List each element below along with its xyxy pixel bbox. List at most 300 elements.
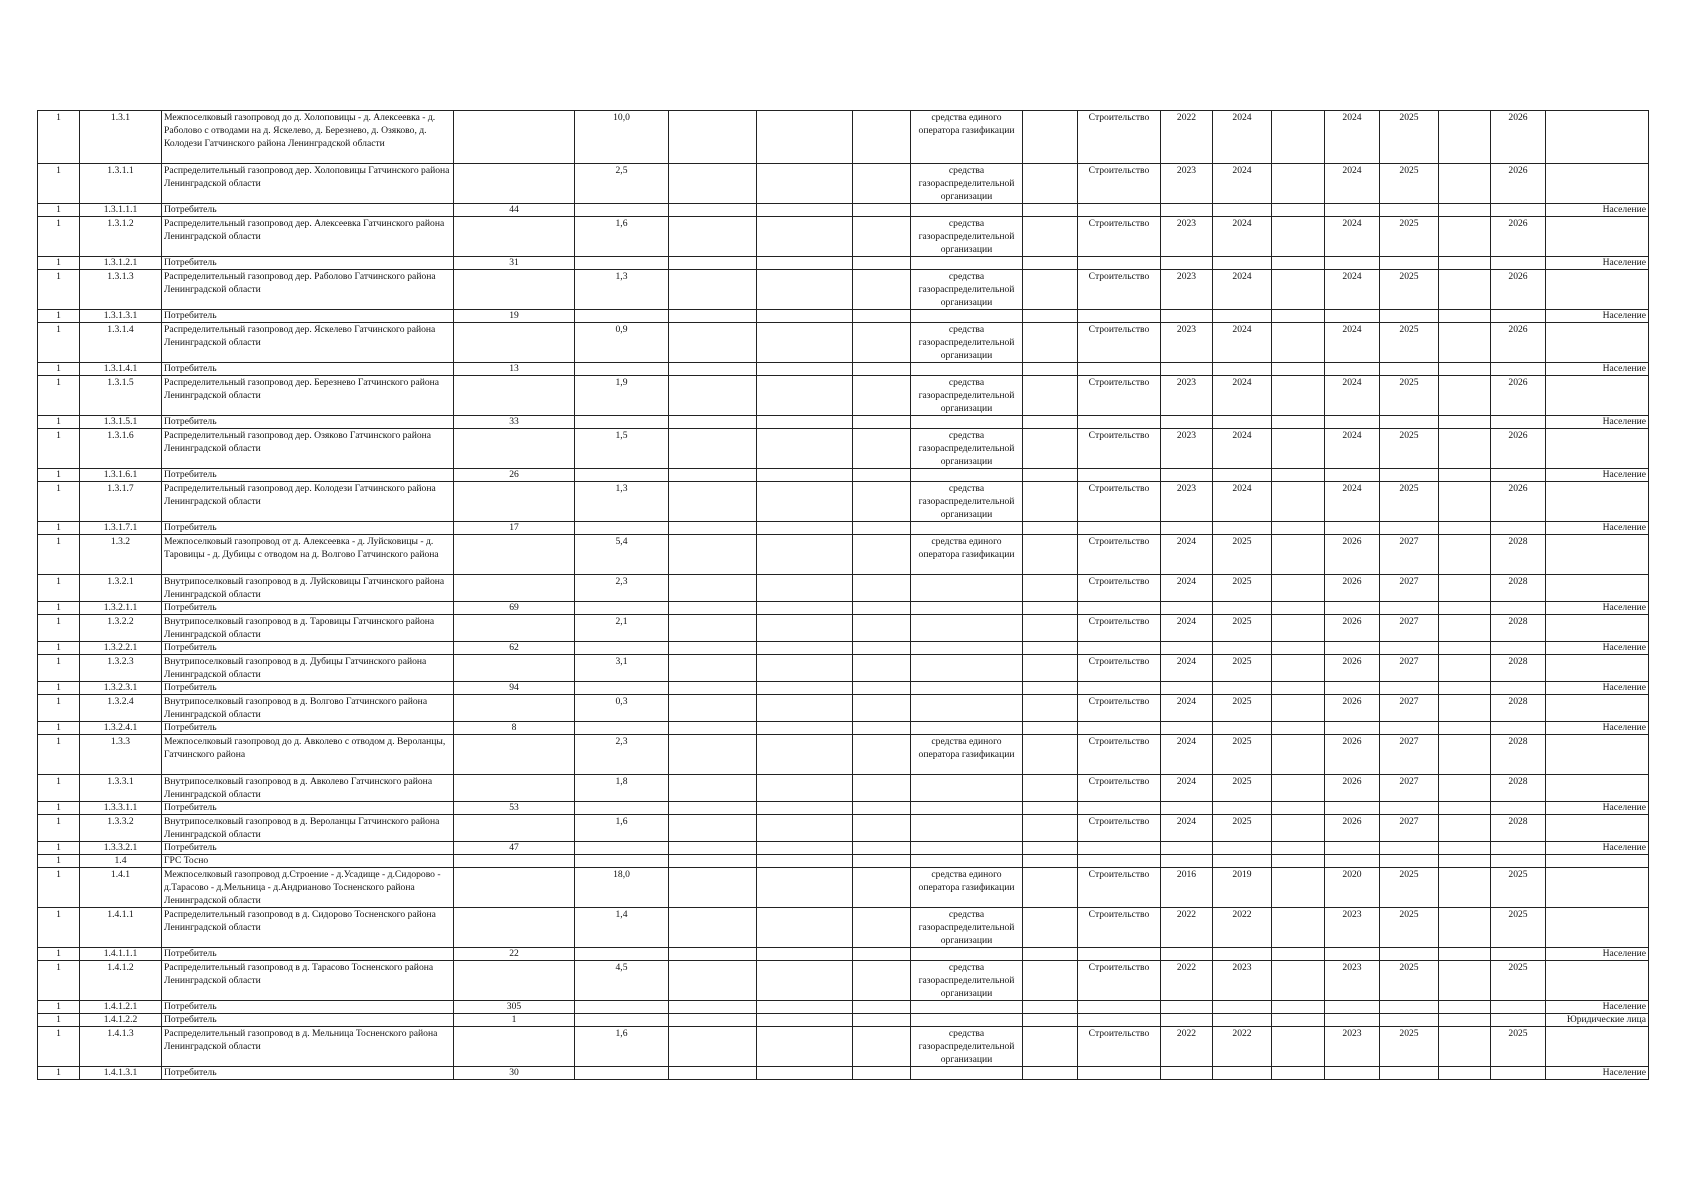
consumer-type-cell: Население [1546, 204, 1649, 217]
section-number-cell: 1 [38, 310, 80, 323]
consumer-type-cell [1546, 482, 1649, 522]
section-number-cell: 1 [38, 722, 80, 735]
funding-source-cell [911, 615, 1023, 642]
consumer-type-cell [1546, 775, 1649, 802]
col-17-cell [1439, 815, 1491, 842]
consumers-count-cell [454, 482, 575, 522]
end-year-cell: 2019 [1213, 868, 1272, 908]
col-14-cell [1272, 1067, 1325, 1080]
col-7-cell [757, 695, 853, 722]
end-year-cell [1213, 469, 1272, 482]
col-14-cell [1272, 204, 1325, 217]
funding-source-cell: средства единого оператора газификации [911, 735, 1023, 775]
section-number-cell: 1 [38, 855, 80, 868]
col-10-cell [1023, 948, 1078, 961]
commission-year-cell [1491, 802, 1546, 815]
commission-year-cell [1491, 522, 1546, 535]
col-7-cell [757, 642, 853, 655]
end-year-cell [1213, 416, 1272, 429]
build-year-cell: 2025 [1380, 270, 1439, 310]
consumers-count-cell [454, 217, 575, 257]
funding-source-cell [911, 416, 1023, 429]
section-number-cell: 1 [38, 416, 80, 429]
col-17-cell [1439, 842, 1491, 855]
design-year-cell: 2026 [1325, 695, 1380, 722]
consumers-count-cell: 47 [454, 842, 575, 855]
col-17-cell [1439, 522, 1491, 535]
consumer-type-cell [1546, 429, 1649, 469]
length-km-cell: 0,3 [575, 695, 669, 722]
section-number-cell: 1 [38, 204, 80, 217]
work-type-cell: Строительство [1078, 217, 1161, 257]
commission-year-cell [1491, 469, 1546, 482]
design-year-cell: 2024 [1325, 429, 1380, 469]
consumer-type-cell [1546, 1027, 1649, 1067]
item-number-cell: 1.3.1.5 [80, 376, 162, 416]
design-year-cell [1325, 469, 1380, 482]
design-year-cell [1325, 522, 1380, 535]
col-14-cell [1272, 376, 1325, 416]
consumer-type-cell [1546, 961, 1649, 1001]
start-year-cell: 2024 [1161, 775, 1213, 802]
start-year-cell [1161, 948, 1213, 961]
section-number-cell: 1 [38, 1014, 80, 1027]
item-number-cell: 1.3.2.1.1 [80, 602, 162, 615]
consumer-row [38, 257, 1649, 270]
end-year-cell [1213, 363, 1272, 376]
col-8-cell [853, 722, 911, 735]
work-type-cell: Строительство [1078, 961, 1161, 1001]
consumer-row [38, 602, 1649, 615]
build-year-cell: 2027 [1380, 735, 1439, 775]
col-8-cell [853, 416, 911, 429]
length-km-cell [575, 1067, 669, 1080]
commission-year-cell: 2028 [1491, 695, 1546, 722]
section-number-cell: 1 [38, 908, 80, 948]
commission-year-cell: 2028 [1491, 815, 1546, 842]
col-7-cell [757, 310, 853, 323]
commission-year-cell: 2025 [1491, 1027, 1546, 1067]
length-km-cell: 1,9 [575, 376, 669, 416]
item-number-cell: 1.3.2.2 [80, 615, 162, 642]
work-type-cell: Строительство [1078, 655, 1161, 682]
build-year-cell [1380, 1014, 1439, 1027]
col-17-cell [1439, 615, 1491, 642]
pipeline-row [38, 735, 1649, 775]
funding-source-cell [911, 802, 1023, 815]
end-year-cell [1213, 204, 1272, 217]
consumer-type-cell [1546, 270, 1649, 310]
col-10-cell [1023, 575, 1078, 602]
col-8-cell [853, 376, 911, 416]
col-6-cell [669, 802, 757, 815]
col-7-cell [757, 815, 853, 842]
col-6-cell [669, 111, 757, 164]
col-6-cell [669, 416, 757, 429]
item-number-cell: 1.4.1.1.1 [80, 948, 162, 961]
col-17-cell [1439, 429, 1491, 469]
funding-source-cell [911, 257, 1023, 270]
consumer-row [38, 469, 1649, 482]
col-17-cell [1439, 416, 1491, 429]
work-type-cell [1078, 948, 1161, 961]
work-type-cell: Строительство [1078, 376, 1161, 416]
col-6-cell [669, 217, 757, 257]
item-number-cell: 1.3.1.1.1 [80, 204, 162, 217]
consumers-count-cell: 305 [454, 1001, 575, 1014]
commission-year-cell [1491, 1014, 1546, 1027]
end-year-cell [1213, 682, 1272, 695]
start-year-cell [1161, 682, 1213, 695]
start-year-cell: 2023 [1161, 429, 1213, 469]
pipeline-row [38, 961, 1649, 1001]
consumers-count-cell: 22 [454, 948, 575, 961]
object-name-cell: Распределительный газопровод в д. Тарасово Тосненского района Ленинградской области [162, 961, 454, 1001]
consumers-count-cell: 53 [454, 802, 575, 815]
col-6-cell [669, 204, 757, 217]
col-14-cell [1272, 323, 1325, 363]
col-10-cell [1023, 323, 1078, 363]
col-6-cell [669, 469, 757, 482]
section-number-cell: 1 [38, 655, 80, 682]
col-6-cell [669, 735, 757, 775]
build-year-cell: 2025 [1380, 429, 1439, 469]
col-14-cell [1272, 842, 1325, 855]
col-17-cell [1439, 1067, 1491, 1080]
item-number-cell: 1.4.1.2.2 [80, 1014, 162, 1027]
funding-source-cell [911, 815, 1023, 842]
commission-year-cell: 2026 [1491, 323, 1546, 363]
work-type-cell [1078, 416, 1161, 429]
commission-year-cell [1491, 642, 1546, 655]
consumers-count-cell: 62 [454, 642, 575, 655]
item-number-cell: 1.3.1.6.1 [80, 469, 162, 482]
end-year-cell [1213, 722, 1272, 735]
start-year-cell: 2024 [1161, 655, 1213, 682]
commission-year-cell: 2026 [1491, 429, 1546, 469]
commission-year-cell: 2025 [1491, 868, 1546, 908]
col-10-cell [1023, 1027, 1078, 1067]
build-year-cell: 2025 [1380, 164, 1439, 204]
start-year-cell: 2024 [1161, 535, 1213, 575]
consumers-count-cell [454, 429, 575, 469]
end-year-cell: 2025 [1213, 535, 1272, 575]
consumer-row [38, 522, 1649, 535]
col-7-cell [757, 416, 853, 429]
commission-year-cell: 2026 [1491, 111, 1546, 164]
col-14-cell [1272, 522, 1325, 535]
item-number-cell: 1.3.1.7 [80, 482, 162, 522]
funding-source-cell [911, 948, 1023, 961]
col-10-cell [1023, 908, 1078, 948]
item-number-cell: 1.3.1.7.1 [80, 522, 162, 535]
commission-year-cell: 2025 [1491, 961, 1546, 1001]
col-17-cell [1439, 482, 1491, 522]
build-year-cell [1380, 842, 1439, 855]
object-name-cell: Потребитель [162, 642, 454, 655]
col-6-cell [669, 310, 757, 323]
consumer-row [38, 204, 1649, 217]
commission-year-cell [1491, 682, 1546, 695]
commission-year-cell: 2028 [1491, 735, 1546, 775]
col-8-cell [853, 908, 911, 948]
col-14-cell [1272, 615, 1325, 642]
col-7-cell [757, 908, 853, 948]
col-7-cell [757, 111, 853, 164]
col-14-cell [1272, 416, 1325, 429]
funding-source-cell [911, 1067, 1023, 1080]
consumers-count-cell [454, 961, 575, 1001]
consumer-type-cell: Население [1546, 802, 1649, 815]
col-10-cell [1023, 855, 1078, 868]
funding-source-cell [911, 842, 1023, 855]
col-14-cell [1272, 775, 1325, 802]
consumers-count-cell [454, 868, 575, 908]
commission-year-cell: 2025 [1491, 908, 1546, 948]
object-name-cell: Распределительный газопровод дер. Холоповицы Гатчинского района Ленинградской области [162, 164, 454, 204]
object-name-cell: Потребитель [162, 1001, 454, 1014]
funding-source-cell [911, 575, 1023, 602]
consumers-count-cell [454, 655, 575, 682]
consumer-type-cell [1546, 855, 1649, 868]
object-name-cell: Потребитель [162, 257, 454, 270]
col-14-cell [1272, 855, 1325, 868]
commission-year-cell [1491, 722, 1546, 735]
funding-source-cell [911, 1001, 1023, 1014]
col-8-cell [853, 310, 911, 323]
end-year-cell [1213, 642, 1272, 655]
object-name-cell: Внутрипоселковый газопровод в д. Луйсковицы Гатчинского района Ленинградской области [162, 575, 454, 602]
object-name-cell: Потребитель [162, 842, 454, 855]
end-year-cell: 2024 [1213, 323, 1272, 363]
design-year-cell [1325, 416, 1380, 429]
section-number-cell: 1 [38, 1067, 80, 1080]
consumer-type-cell [1546, 535, 1649, 575]
col-6-cell [669, 868, 757, 908]
col-14-cell [1272, 815, 1325, 842]
build-year-cell: 2027 [1380, 775, 1439, 802]
col-8-cell [853, 1027, 911, 1067]
design-year-cell: 2026 [1325, 535, 1380, 575]
commission-year-cell: 2026 [1491, 376, 1546, 416]
consumers-count-cell: 26 [454, 469, 575, 482]
end-year-cell: 2025 [1213, 775, 1272, 802]
design-year-cell [1325, 602, 1380, 615]
length-km-cell: 1,4 [575, 908, 669, 948]
col-7-cell [757, 682, 853, 695]
build-year-cell [1380, 310, 1439, 323]
item-number-cell: 1.3.3.1 [80, 775, 162, 802]
design-year-cell [1325, 855, 1380, 868]
col-8-cell [853, 682, 911, 695]
consumers-count-cell: 44 [454, 204, 575, 217]
section-number-cell: 1 [38, 868, 80, 908]
col-14-cell [1272, 111, 1325, 164]
item-number-cell: 1.4.1.1 [80, 908, 162, 948]
col-8-cell [853, 655, 911, 682]
object-name-cell: Потребитель [162, 722, 454, 735]
start-year-cell [1161, 416, 1213, 429]
consumer-row [38, 416, 1649, 429]
item-number-cell: 1.3.1.6 [80, 429, 162, 469]
build-year-cell [1380, 469, 1439, 482]
commission-year-cell [1491, 416, 1546, 429]
consumer-type-cell [1546, 615, 1649, 642]
funding-source-cell [911, 204, 1023, 217]
item-number-cell: 1.3.1.1 [80, 164, 162, 204]
col-10-cell [1023, 615, 1078, 642]
design-year-cell: 2020 [1325, 868, 1380, 908]
col-7-cell [757, 376, 853, 416]
end-year-cell [1213, 948, 1272, 961]
col-7-cell [757, 164, 853, 204]
col-7-cell [757, 429, 853, 469]
consumer-type-cell [1546, 815, 1649, 842]
col-7-cell [757, 775, 853, 802]
item-number-cell: 1.3.1 [80, 111, 162, 164]
col-8-cell [853, 961, 911, 1001]
item-number-cell: 1.3.3.2.1 [80, 842, 162, 855]
section-number-cell: 1 [38, 257, 80, 270]
col-7-cell [757, 482, 853, 522]
col-6-cell [669, 482, 757, 522]
col-8-cell [853, 842, 911, 855]
col-7-cell [757, 270, 853, 310]
consumer-type-cell [1546, 575, 1649, 602]
work-type-cell [1078, 204, 1161, 217]
item-number-cell: 1.3.2.4 [80, 695, 162, 722]
build-year-cell: 2027 [1380, 815, 1439, 842]
consumer-type-cell: Население [1546, 469, 1649, 482]
object-name-cell: Внутрипоселковый газопровод в д. Вероланцы Гатчинского района Ленинградской области [162, 815, 454, 842]
item-number-cell: 1.3.2 [80, 535, 162, 575]
pipeline-row [38, 908, 1649, 948]
section-number-cell: 1 [38, 815, 80, 842]
pipeline-row [38, 429, 1649, 469]
work-type-cell: Строительство [1078, 735, 1161, 775]
object-name-cell: Внутрипоселковый газопровод в д. Волгово Гатчинского района Ленинградской области [162, 695, 454, 722]
consumer-type-cell: Население [1546, 310, 1649, 323]
col-17-cell [1439, 469, 1491, 482]
length-km-cell [575, 1014, 669, 1027]
col-6-cell [669, 775, 757, 802]
section-number-cell: 1 [38, 961, 80, 1001]
end-year-cell: 2025 [1213, 735, 1272, 775]
funding-source-cell: средства газораспределительной организации [911, 164, 1023, 204]
length-km-cell: 2,1 [575, 615, 669, 642]
pipeline-row [38, 1027, 1649, 1067]
work-type-cell [1078, 1001, 1161, 1014]
end-year-cell [1213, 802, 1272, 815]
col-10-cell [1023, 217, 1078, 257]
build-year-cell: 2025 [1380, 961, 1439, 1001]
length-km-cell: 10,0 [575, 111, 669, 164]
work-type-cell [1078, 469, 1161, 482]
design-year-cell: 2024 [1325, 164, 1380, 204]
col-14-cell [1272, 948, 1325, 961]
col-10-cell [1023, 429, 1078, 469]
col-14-cell [1272, 429, 1325, 469]
end-year-cell: 2024 [1213, 376, 1272, 416]
length-km-cell: 1,5 [575, 429, 669, 469]
col-14-cell [1272, 1001, 1325, 1014]
col-10-cell [1023, 522, 1078, 535]
end-year-cell [1213, 310, 1272, 323]
consumer-row [38, 1067, 1649, 1080]
col-10-cell [1023, 376, 1078, 416]
build-year-cell [1380, 722, 1439, 735]
col-7-cell [757, 323, 853, 363]
consumers-count-cell: 1 [454, 1014, 575, 1027]
item-number-cell: 1.3.1.3.1 [80, 310, 162, 323]
end-year-cell: 2022 [1213, 1027, 1272, 1067]
consumers-count-cell [454, 376, 575, 416]
build-year-cell [1380, 948, 1439, 961]
start-year-cell: 2024 [1161, 695, 1213, 722]
col-17-cell [1439, 802, 1491, 815]
end-year-cell: 2024 [1213, 164, 1272, 204]
start-year-cell: 2023 [1161, 270, 1213, 310]
end-year-cell [1213, 1014, 1272, 1027]
col-17-cell [1439, 257, 1491, 270]
funding-source-cell: средства газораспределительной организации [911, 323, 1023, 363]
consumer-type-cell: Население [1546, 842, 1649, 855]
work-type-cell: Строительство [1078, 270, 1161, 310]
col-8-cell [853, 217, 911, 257]
commission-year-cell [1491, 363, 1546, 376]
funding-source-cell [911, 682, 1023, 695]
col-6-cell [669, 842, 757, 855]
col-6-cell [669, 722, 757, 735]
col-17-cell [1439, 655, 1491, 682]
object-name-cell: Потребитель [162, 948, 454, 961]
length-km-cell [575, 948, 669, 961]
pipeline-row [38, 111, 1649, 164]
col-14-cell [1272, 1014, 1325, 1027]
col-7-cell [757, 655, 853, 682]
pipeline-row [38, 482, 1649, 522]
col-10-cell [1023, 363, 1078, 376]
col-14-cell [1272, 802, 1325, 815]
consumers-count-cell: 69 [454, 602, 575, 615]
col-14-cell [1272, 535, 1325, 575]
item-number-cell: 1.3.1.5.1 [80, 416, 162, 429]
start-year-cell: 2022 [1161, 111, 1213, 164]
section-number-cell: 1 [38, 735, 80, 775]
length-km-cell: 3,1 [575, 655, 669, 682]
build-year-cell [1380, 682, 1439, 695]
consumer-type-cell: Население [1546, 257, 1649, 270]
col-17-cell [1439, 948, 1491, 961]
object-name-cell: Потребитель [162, 416, 454, 429]
consumer-type-cell: Население [1546, 682, 1649, 695]
build-year-cell [1380, 1001, 1439, 1014]
build-year-cell: 2025 [1380, 376, 1439, 416]
col-10-cell [1023, 682, 1078, 695]
work-type-cell: Строительство [1078, 775, 1161, 802]
col-6-cell [669, 615, 757, 642]
consumer-row [38, 948, 1649, 961]
length-km-cell: 1,3 [575, 270, 669, 310]
work-type-cell: Строительство [1078, 615, 1161, 642]
design-year-cell [1325, 204, 1380, 217]
pipeline-row [38, 868, 1649, 908]
commission-year-cell [1491, 948, 1546, 961]
col-17-cell [1439, 775, 1491, 802]
section-number-cell: 1 [38, 323, 80, 363]
item-number-cell: 1.4.1.3.1 [80, 1067, 162, 1080]
consumer-row [38, 1014, 1649, 1027]
